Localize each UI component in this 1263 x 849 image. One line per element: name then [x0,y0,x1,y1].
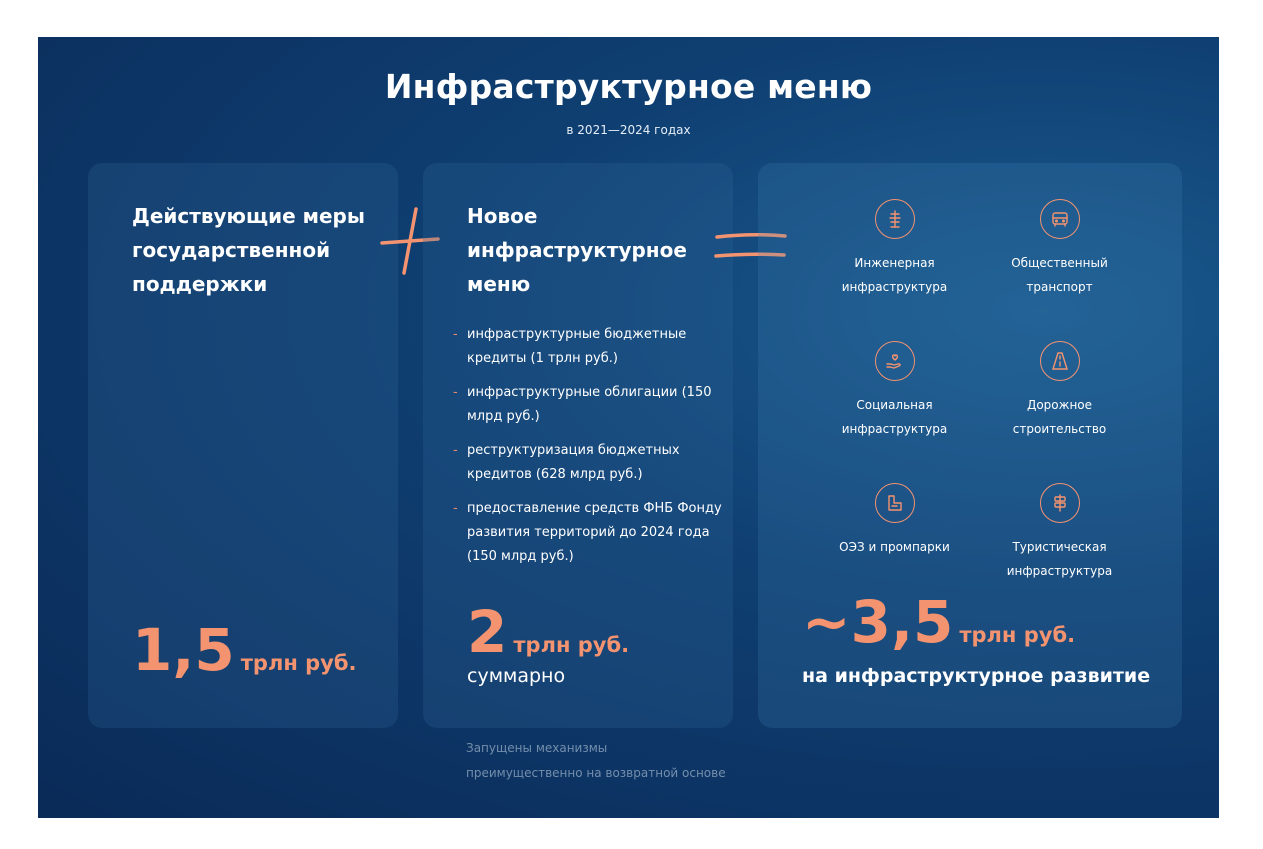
bullet-dash: - [453,501,458,516]
hand-heart-icon [875,341,915,381]
page-subtitle: в 2021—2024 годах [566,123,691,137]
infographic-slide [38,37,1219,818]
total-value: ~3,5 [802,588,954,656]
new-menu-amount [467,598,630,666]
current-support-card [88,163,398,728]
total-development-card [758,163,1182,728]
footnote: Запущены механизмы преимущественно на возвратной основе [466,741,726,780]
bus-icon [1040,199,1080,239]
current-support-heading: Действующие меры государственной поддержки [132,204,365,296]
new-menu-unit: трлн руб. [513,633,630,657]
new-menu-value: 2 [467,598,508,666]
total-caption: на инфраструктурное развитие [802,665,1151,687]
current-support-unit: трлн руб. [240,651,357,675]
direction-engineering [812,199,977,341]
factory-icon [875,483,915,523]
list-item: - инфраструктурные облигации (150 млрд руб.) [453,381,723,429]
road-icon [1040,341,1080,381]
bullet-dash: - [453,385,458,400]
bullet-dash: - [453,443,458,458]
direction-label: Инженерная инфраструктура [841,256,948,294]
total-amount [802,588,1076,656]
direction-social [812,341,977,483]
direction-public-transport [977,199,1142,341]
new-menu-caption: суммарно [467,665,566,687]
current-support-amount [132,616,357,684]
new-menu-list [453,323,723,579]
engineering-icon [875,199,915,239]
total-unit: трлн руб. [959,623,1076,647]
new-menu-card [423,163,733,728]
bullet-dash: - [453,327,458,342]
current-support-value: 1,5 [132,616,235,684]
list-item: - инфраструктурные бюджетные кредиты (1 трлн руб.) [453,323,723,371]
direction-label: Общественный транспорт [1011,256,1108,294]
list-item: - предоставление средств ФНБ Фонду развития территорий до 2024 года (150 млрд руб.) [453,497,723,569]
infrastructure-directions-grid [812,199,1142,625]
list-item: - реструктуризация бюджетных кредитов (628 млрд руб.) [453,439,723,487]
direction-label: Социальная инфраструктура [841,398,948,436]
page-title: Инфраструктурное меню [384,67,873,106]
signpost-icon [1040,483,1080,523]
direction-label: Туристическая инфраструктура [1006,540,1113,578]
direction-label: Дорожное строительство [1012,398,1107,436]
direction-roads [977,341,1142,483]
direction-label: ОЭЗ и промпарки [839,540,950,554]
new-menu-heading: Новое инфраструктурное меню [467,204,687,296]
